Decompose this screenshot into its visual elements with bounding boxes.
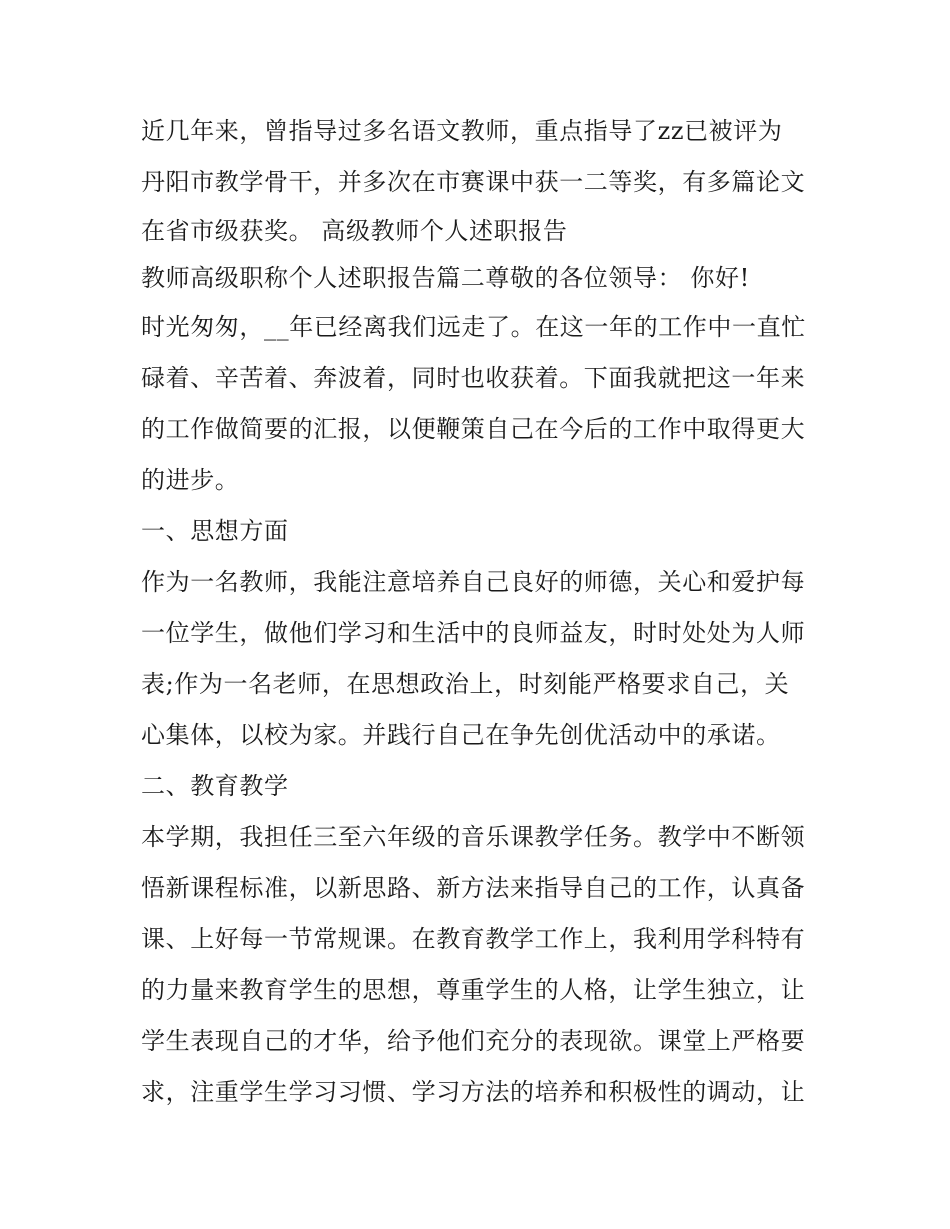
section-heading: 一、思想方面 (141, 517, 289, 545)
text-line: 表;作为一名老师，在思想政治上，时刻能严格要求自己，关 (141, 670, 790, 698)
text-line: 学生表现自己的才华，给予他们充分的表现欲。课堂上严格要 (141, 1027, 806, 1055)
text-line: 作为一名教师，我能注意培养自己良好的师德，关心和爱护每 (141, 568, 806, 596)
text-line: 的工作做简要的汇报，以便鞭策自己在今后的工作中取得更大 (141, 415, 806, 443)
text-line: 课、上好每一节常规课。在教育教学工作上，我利用学科特有 (141, 925, 806, 953)
text-line: 的进步。 (141, 466, 240, 494)
text-line: 本学期，我担任三至六年级的音乐课教学任务。教学中不断领 (141, 823, 806, 851)
section-heading: 二、教育教学 (141, 772, 289, 800)
text-line: 丹阳市教学骨干，并多次在市赛课中获一二等奖，有多篇论文 (141, 168, 806, 196)
text-line: 一位学生，做他们学习和生活中的良师益友，时时处处为人师 (141, 619, 806, 647)
text-line: 近几年来，曾指导过多名语文教师，重点指导了zz已被评为 (141, 117, 783, 145)
text-line: 的力量来教育学生的思想，尊重学生的人格，让学生独立，让 (141, 976, 806, 1004)
text-line: 时光匆匆，__年已经离我们远走了。在这一年的工作中一直忙 (141, 313, 806, 341)
text-line: 在省市级获奖。 高级教师个人述职报告 (141, 217, 568, 245)
text-line: 求，注重学生学习习惯、学习方法的培养和积极性的调动，让 (141, 1078, 806, 1106)
text-line: 心集体，以校为家。并践行自己在争先创优活动中的承诺。 (141, 721, 781, 749)
document-body (141, 106, 821, 1118)
text-line: 教师高级职称个人述职报告篇二尊敬的各位领导： 你好! (141, 264, 750, 292)
text-line: 碌着、辛苦着、奔波着，同时也收获着。下面我就把这一年来 (141, 364, 806, 392)
text-line: 悟新课程标准，以新思路、新方法来指导自己的工作，认真备 (141, 874, 806, 902)
